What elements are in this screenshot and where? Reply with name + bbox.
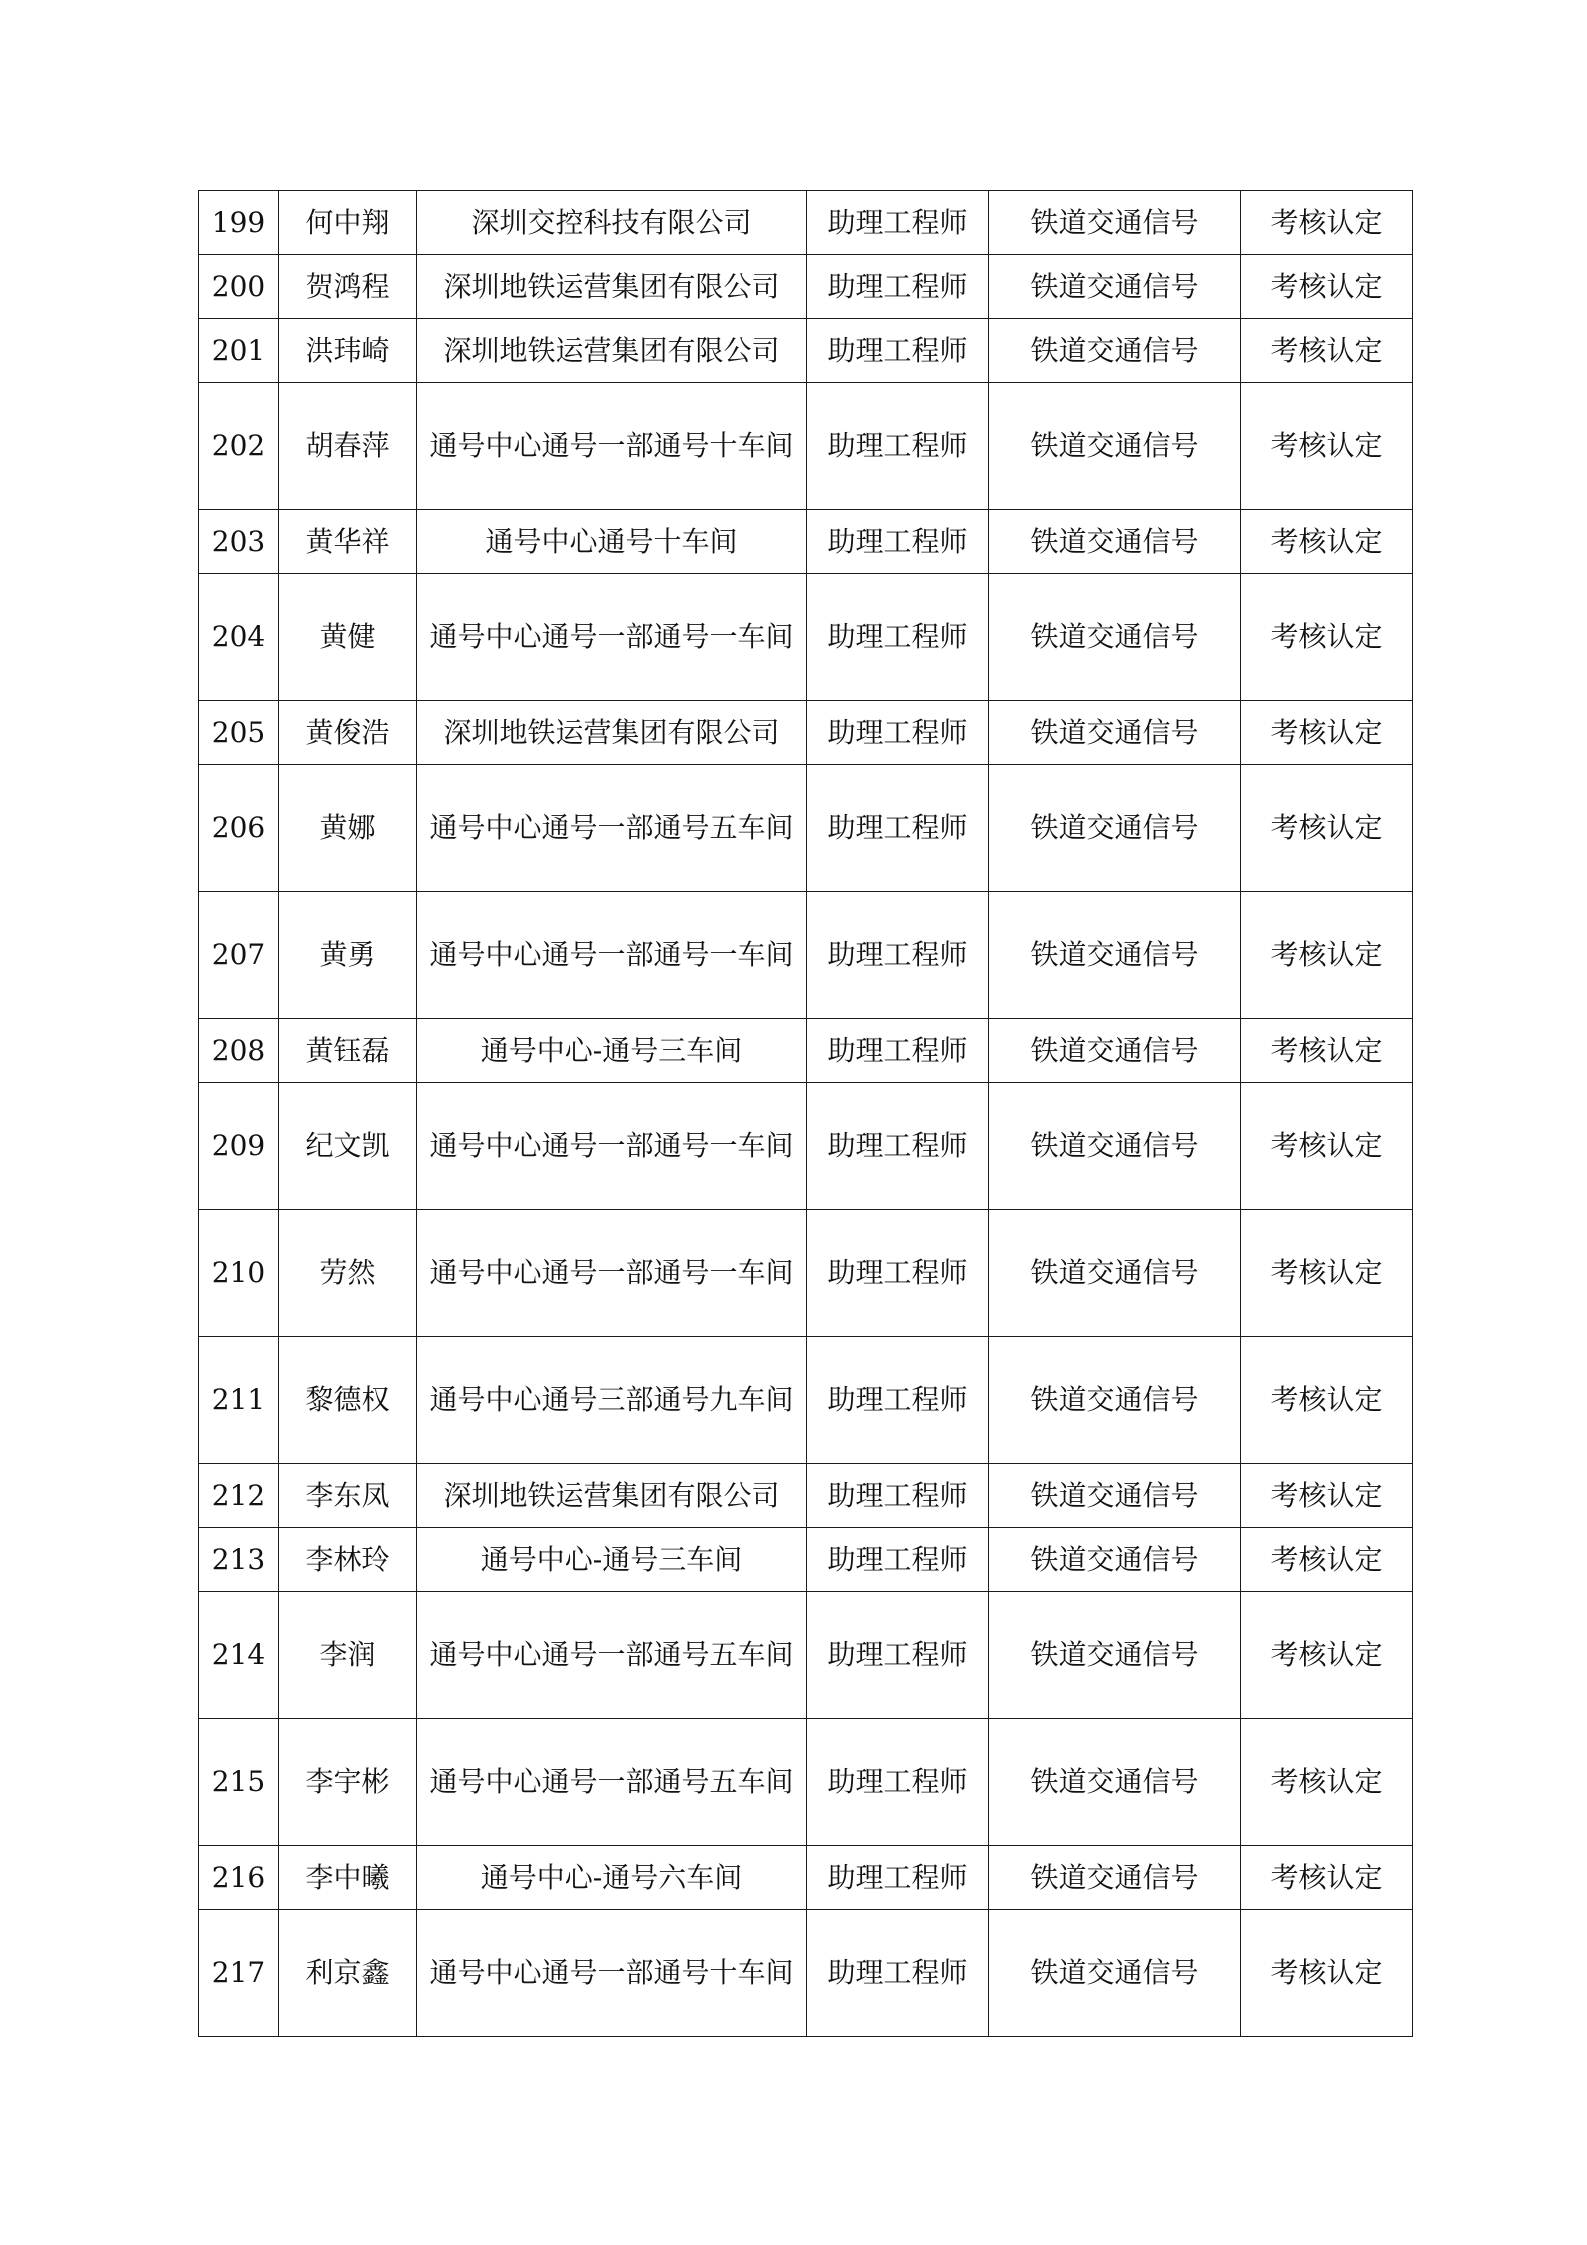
specialty-cell: 铁道交通信号 — [989, 1083, 1241, 1210]
method-cell: 考核认定 — [1241, 191, 1413, 255]
organization-cell — [417, 701, 807, 765]
specialty-cell: 铁道交通信号 — [989, 701, 1241, 765]
organization-text: 通号中心通号十车间 — [485, 524, 738, 558]
name-cell: 黄勇 — [279, 892, 417, 1019]
title-cell: 助理工程师 — [807, 1528, 989, 1592]
name-cell: 黄娜 — [279, 765, 417, 892]
table-row — [199, 191, 1413, 255]
roster-table-body — [199, 191, 1413, 2037]
organization-text: 通号中心通号一部通号五车间 — [429, 811, 794, 845]
table-row — [199, 765, 1413, 892]
table-row — [199, 1719, 1413, 1846]
specialty-cell: 铁道交通信号 — [989, 1528, 1241, 1592]
organization-text: 深圳地铁运营集团有限公司 — [443, 333, 780, 367]
name-cell: 利京鑫 — [279, 1910, 417, 2037]
title-cell: 助理工程师 — [807, 701, 989, 765]
specialty-cell: 铁道交通信号 — [989, 1210, 1241, 1337]
title-cell: 助理工程师 — [807, 1337, 989, 1464]
specialty-cell: 铁道交通信号 — [989, 319, 1241, 383]
name-cell: 李林玲 — [279, 1528, 417, 1592]
name-cell: 黎德权 — [279, 1337, 417, 1464]
title-cell: 助理工程师 — [807, 1592, 989, 1719]
organization-cell — [417, 255, 807, 319]
specialty-cell: 铁道交通信号 — [989, 1464, 1241, 1528]
table-row — [199, 1846, 1413, 1910]
table-row — [199, 1910, 1413, 2037]
method-cell: 考核认定 — [1241, 319, 1413, 383]
organization-cell — [417, 1528, 807, 1592]
table-row — [199, 574, 1413, 701]
organization-cell — [417, 1592, 807, 1719]
organization-text: 通号中心通号一部通号十车间 — [429, 429, 794, 463]
table-row — [199, 510, 1413, 574]
roster-table — [198, 190, 1413, 2037]
organization-text: 深圳交控科技有限公司 — [471, 205, 752, 239]
organization-cell — [417, 765, 807, 892]
method-cell: 考核认定 — [1241, 892, 1413, 1019]
organization-cell — [417, 574, 807, 701]
table-row — [199, 1210, 1413, 1337]
serial-number-cell: 208 — [199, 1019, 279, 1083]
name-cell: 洪玮崎 — [279, 319, 417, 383]
method-cell: 考核认定 — [1241, 1910, 1413, 2037]
table-row — [199, 319, 1413, 383]
method-cell: 考核认定 — [1241, 1528, 1413, 1592]
name-cell: 李中曦 — [279, 1846, 417, 1910]
title-cell: 助理工程师 — [807, 510, 989, 574]
name-cell: 纪文凯 — [279, 1083, 417, 1210]
title-cell: 助理工程师 — [807, 191, 989, 255]
organization-cell — [417, 1846, 807, 1910]
table-row — [199, 892, 1413, 1019]
specialty-cell: 铁道交通信号 — [989, 191, 1241, 255]
method-cell: 考核认定 — [1241, 510, 1413, 574]
specialty-cell: 铁道交通信号 — [989, 383, 1241, 510]
specialty-cell: 铁道交通信号 — [989, 1019, 1241, 1083]
name-cell: 黄华祥 — [279, 510, 417, 574]
title-cell: 助理工程师 — [807, 383, 989, 510]
organization-cell — [417, 1337, 807, 1464]
table-row — [199, 1464, 1413, 1528]
title-cell: 助理工程师 — [807, 1846, 989, 1910]
method-cell: 考核认定 — [1241, 701, 1413, 765]
name-cell: 劳然 — [279, 1210, 417, 1337]
method-cell: 考核认定 — [1241, 1337, 1413, 1464]
organization-cell — [417, 191, 807, 255]
serial-number-cell: 210 — [199, 1210, 279, 1337]
name-cell: 贺鸿程 — [279, 255, 417, 319]
name-cell: 胡春萍 — [279, 383, 417, 510]
serial-number-cell: 199 — [199, 191, 279, 255]
title-cell: 助理工程师 — [807, 765, 989, 892]
title-cell: 助理工程师 — [807, 1083, 989, 1210]
organization-text: 通号中心-通号六车间 — [480, 1860, 743, 1894]
method-cell: 考核认定 — [1241, 574, 1413, 701]
specialty-cell: 铁道交通信号 — [989, 1592, 1241, 1719]
organization-cell — [417, 892, 807, 1019]
serial-number-cell: 211 — [199, 1337, 279, 1464]
specialty-cell: 铁道交通信号 — [989, 1337, 1241, 1464]
serial-number-cell: 217 — [199, 1910, 279, 2037]
specialty-cell: 铁道交通信号 — [989, 765, 1241, 892]
serial-number-cell: 212 — [199, 1464, 279, 1528]
name-cell: 何中翔 — [279, 191, 417, 255]
table-row — [199, 1592, 1413, 1719]
name-cell: 李东凤 — [279, 1464, 417, 1528]
organization-cell — [417, 1019, 807, 1083]
serial-number-cell: 216 — [199, 1846, 279, 1910]
serial-number-cell: 201 — [199, 319, 279, 383]
serial-number-cell: 204 — [199, 574, 279, 701]
method-cell: 考核认定 — [1241, 1210, 1413, 1337]
title-cell: 助理工程师 — [807, 1464, 989, 1528]
organization-text: 通号中心通号三部通号九车间 — [429, 1383, 794, 1417]
serial-number-cell: 205 — [199, 701, 279, 765]
organization-cell — [417, 319, 807, 383]
organization-text: 通号中心通号一部通号一车间 — [429, 1256, 794, 1290]
organization-cell — [417, 1083, 807, 1210]
method-cell: 考核认定 — [1241, 1464, 1413, 1528]
method-cell: 考核认定 — [1241, 1846, 1413, 1910]
specialty-cell: 铁道交通信号 — [989, 510, 1241, 574]
serial-number-cell: 209 — [199, 1083, 279, 1210]
table-row — [199, 1019, 1413, 1083]
name-cell: 黄健 — [279, 574, 417, 701]
organization-cell — [417, 1719, 807, 1846]
title-cell: 助理工程师 — [807, 1910, 989, 2037]
serial-number-cell: 215 — [199, 1719, 279, 1846]
serial-number-cell: 206 — [199, 765, 279, 892]
organization-text: 通号中心-通号三车间 — [480, 1542, 743, 1576]
title-cell: 助理工程师 — [807, 892, 989, 1019]
organization-text: 通号中心通号一部通号十车间 — [429, 1956, 794, 1990]
table-row — [199, 255, 1413, 319]
method-cell: 考核认定 — [1241, 255, 1413, 319]
serial-number-cell: 214 — [199, 1592, 279, 1719]
title-cell: 助理工程师 — [807, 319, 989, 383]
table-row — [199, 1083, 1413, 1210]
name-cell: 黄俊浩 — [279, 701, 417, 765]
serial-number-cell: 203 — [199, 510, 279, 574]
organization-text: 深圳地铁运营集团有限公司 — [443, 269, 780, 303]
organization-text: 深圳地铁运营集团有限公司 — [443, 1478, 780, 1512]
specialty-cell: 铁道交通信号 — [989, 1719, 1241, 1846]
organization-text: 通号中心通号一部通号五车间 — [429, 1765, 794, 1799]
organization-cell — [417, 1464, 807, 1528]
table-row — [199, 701, 1413, 765]
title-cell: 助理工程师 — [807, 1019, 989, 1083]
organization-text: 深圳地铁运营集团有限公司 — [443, 715, 780, 749]
name-cell: 李润 — [279, 1592, 417, 1719]
specialty-cell: 铁道交通信号 — [989, 255, 1241, 319]
method-cell: 考核认定 — [1241, 383, 1413, 510]
serial-number-cell: 207 — [199, 892, 279, 1019]
name-cell: 黄钰磊 — [279, 1019, 417, 1083]
organization-text: 通号中心-通号三车间 — [480, 1033, 743, 1067]
specialty-cell: 铁道交通信号 — [989, 892, 1241, 1019]
organization-text: 通号中心通号一部通号一车间 — [429, 1129, 794, 1163]
name-cell: 李宇彬 — [279, 1719, 417, 1846]
organization-cell — [417, 1910, 807, 2037]
method-cell: 考核认定 — [1241, 765, 1413, 892]
organization-text: 通号中心通号一部通号一车间 — [429, 620, 794, 654]
method-cell: 考核认定 — [1241, 1719, 1413, 1846]
serial-number-cell: 202 — [199, 383, 279, 510]
method-cell: 考核认定 — [1241, 1592, 1413, 1719]
table-row — [199, 1337, 1413, 1464]
table-row — [199, 383, 1413, 510]
title-cell: 助理工程师 — [807, 1719, 989, 1846]
serial-number-cell: 213 — [199, 1528, 279, 1592]
organization-cell — [417, 1210, 807, 1337]
serial-number-cell: 200 — [199, 255, 279, 319]
organization-cell — [417, 510, 807, 574]
organization-cell — [417, 383, 807, 510]
method-cell: 考核认定 — [1241, 1019, 1413, 1083]
specialty-cell: 铁道交通信号 — [989, 574, 1241, 701]
method-cell: 考核认定 — [1241, 1083, 1413, 1210]
organization-text: 通号中心通号一部通号一车间 — [429, 938, 794, 972]
title-cell: 助理工程师 — [807, 255, 989, 319]
title-cell: 助理工程师 — [807, 1210, 989, 1337]
title-cell: 助理工程师 — [807, 574, 989, 701]
organization-text: 通号中心通号一部通号五车间 — [429, 1638, 794, 1672]
specialty-cell: 铁道交通信号 — [989, 1910, 1241, 2037]
table-row — [199, 1528, 1413, 1592]
specialty-cell: 铁道交通信号 — [989, 1846, 1241, 1910]
